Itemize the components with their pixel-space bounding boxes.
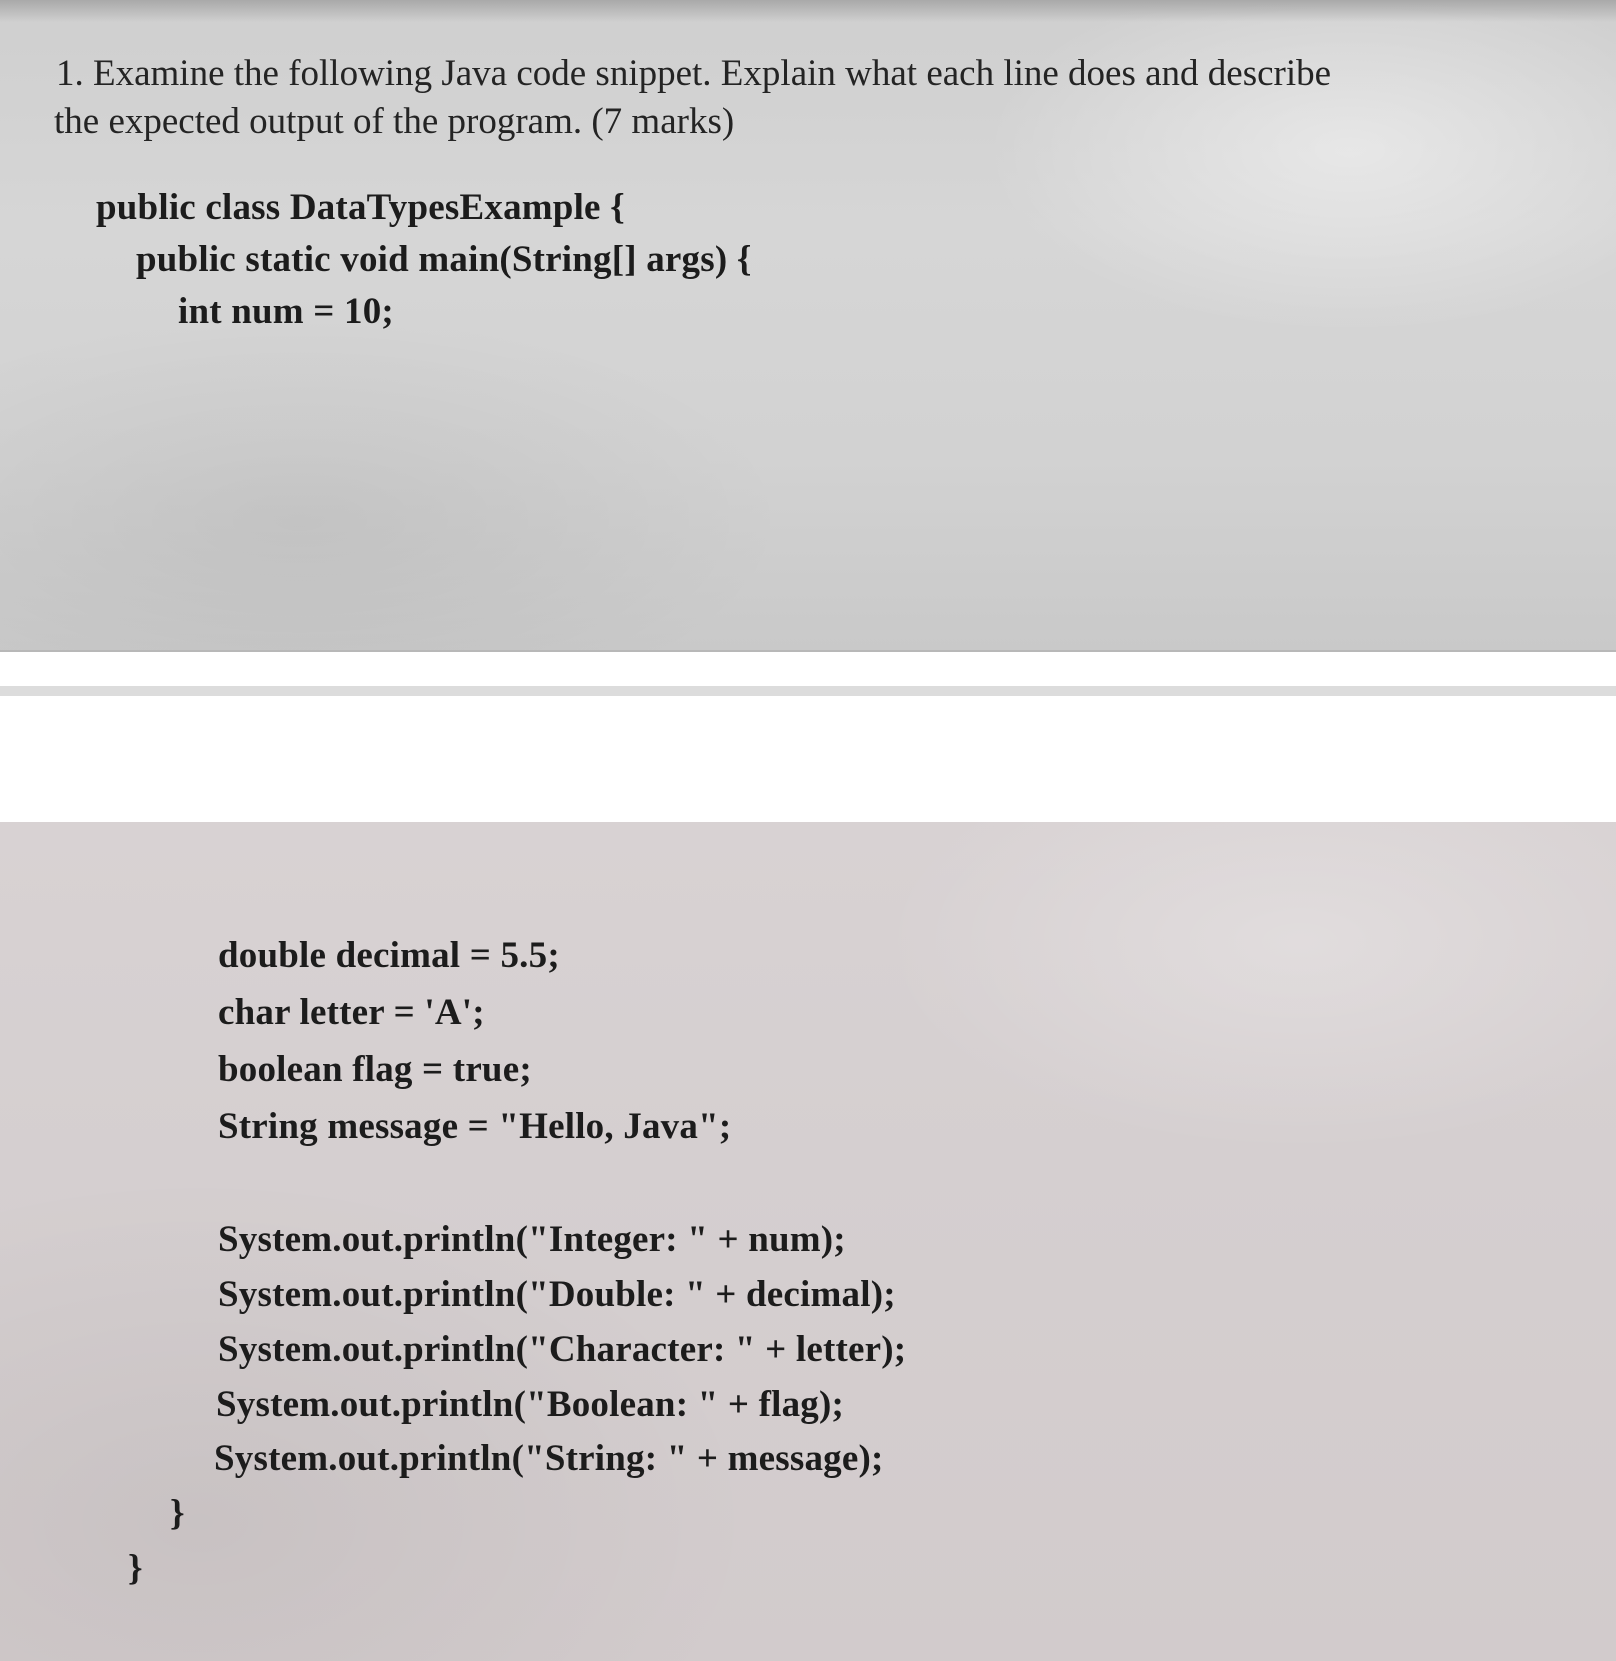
code-line-println-boolean: System.out.println("Boolean: " + flag); xyxy=(216,1384,845,1425)
code-line-int-num: int num = 10; xyxy=(178,291,394,332)
photo-top-section xyxy=(0,0,1616,652)
code-line-class-declaration: public class DataTypesExample { xyxy=(96,187,625,228)
section-divider xyxy=(0,686,1616,696)
question-line-2: the expected output of the program. (7 marks) xyxy=(54,101,735,142)
code-line-boolean-flag: boolean flag = true; xyxy=(218,1049,532,1090)
code-line-println-character: System.out.println("Character: " + letter); xyxy=(218,1329,907,1370)
code-line-double-decimal: double decimal = 5.5; xyxy=(218,935,560,976)
code-line-println-string: System.out.println("String: " + message); xyxy=(214,1438,884,1479)
code-line-string-message: String message = "Hello, Java"; xyxy=(218,1106,732,1147)
code-line-close-class: } xyxy=(128,1548,143,1589)
code-line-main-method: public static void main(String[] args) { xyxy=(136,239,752,280)
code-line-println-integer: System.out.println("Integer: " + num); xyxy=(218,1219,846,1260)
photo-bottom-section xyxy=(0,822,1616,1661)
question-line-1: 1. Examine the following Java code snippet. Explain what each line does and describe xyxy=(56,53,1332,94)
code-line-println-double: System.out.println("Double: " + decimal); xyxy=(218,1274,896,1315)
code-line-close-main: } xyxy=(170,1493,185,1534)
code-line-char-letter: char letter = 'A'; xyxy=(218,992,485,1033)
